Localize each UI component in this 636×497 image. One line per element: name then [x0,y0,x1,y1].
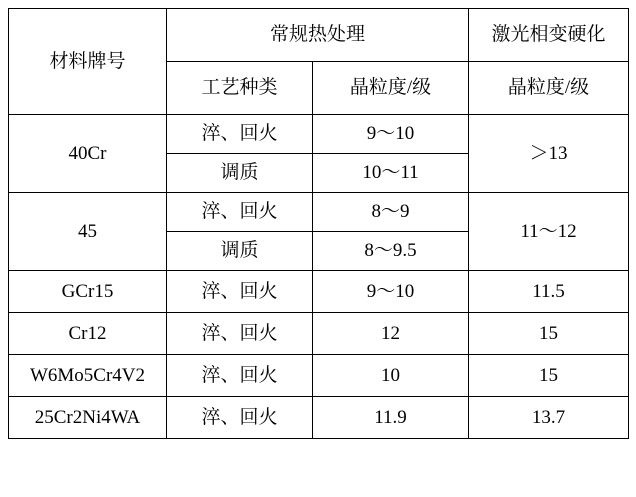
cell-grain: 9～10 [313,115,469,154]
cell-material: 45 [9,193,167,271]
header-grain-size-laser: 晶粒度/级 [469,62,629,115]
table-row [9,397,629,439]
cell-grain: 10～11 [313,154,469,193]
table-row [9,355,629,397]
cell-grain: 12 [313,313,469,355]
table-row [9,313,629,355]
cell-grain: 8～9.5 [313,232,469,271]
cell-grain: 11.9 [313,397,469,439]
header-laser-phase-transformation-hardening: 激光相变硬化 [469,9,629,62]
grain-size-table-container [8,8,628,439]
cell-laser-grain: 15 [469,355,629,397]
cell-process: 淬、回火 [167,115,313,154]
cell-laser-grain: 11～12 [469,193,629,271]
cell-material: Cr12 [9,313,167,355]
cell-process: 淬、回火 [167,193,313,232]
grain-size-table [8,8,629,439]
cell-grain: 8～9 [313,193,469,232]
cell-process: 淬、回火 [167,397,313,439]
header-material: 材料牌号 [9,9,167,115]
table-row [9,115,629,154]
header-grain-size-conventional: 晶粒度/级 [313,62,469,115]
cell-grain: 10 [313,355,469,397]
cell-process: 淬、回火 [167,355,313,397]
cell-process: 调质 [167,154,313,193]
header-process-type: 工艺种类 [167,62,313,115]
cell-material: 25Cr2Ni4WA [9,397,167,439]
cell-laser-grain: 11.5 [469,271,629,313]
table-row [9,271,629,313]
cell-laser-grain: ＞13 [469,115,629,193]
cell-laser-grain: 13.7 [469,397,629,439]
cell-grain: 9～10 [313,271,469,313]
cell-process: 淬、回火 [167,313,313,355]
cell-process: 调质 [167,232,313,271]
cell-laser-grain: 15 [469,313,629,355]
table-row [9,193,629,232]
cell-material: 40Cr [9,115,167,193]
table-header-row-1 [9,9,629,62]
cell-material: W6Mo5Cr4V2 [9,355,167,397]
header-conventional-heat-treatment: 常规热处理 [167,9,469,62]
cell-process: 淬、回火 [167,271,313,313]
cell-material: GCr15 [9,271,167,313]
